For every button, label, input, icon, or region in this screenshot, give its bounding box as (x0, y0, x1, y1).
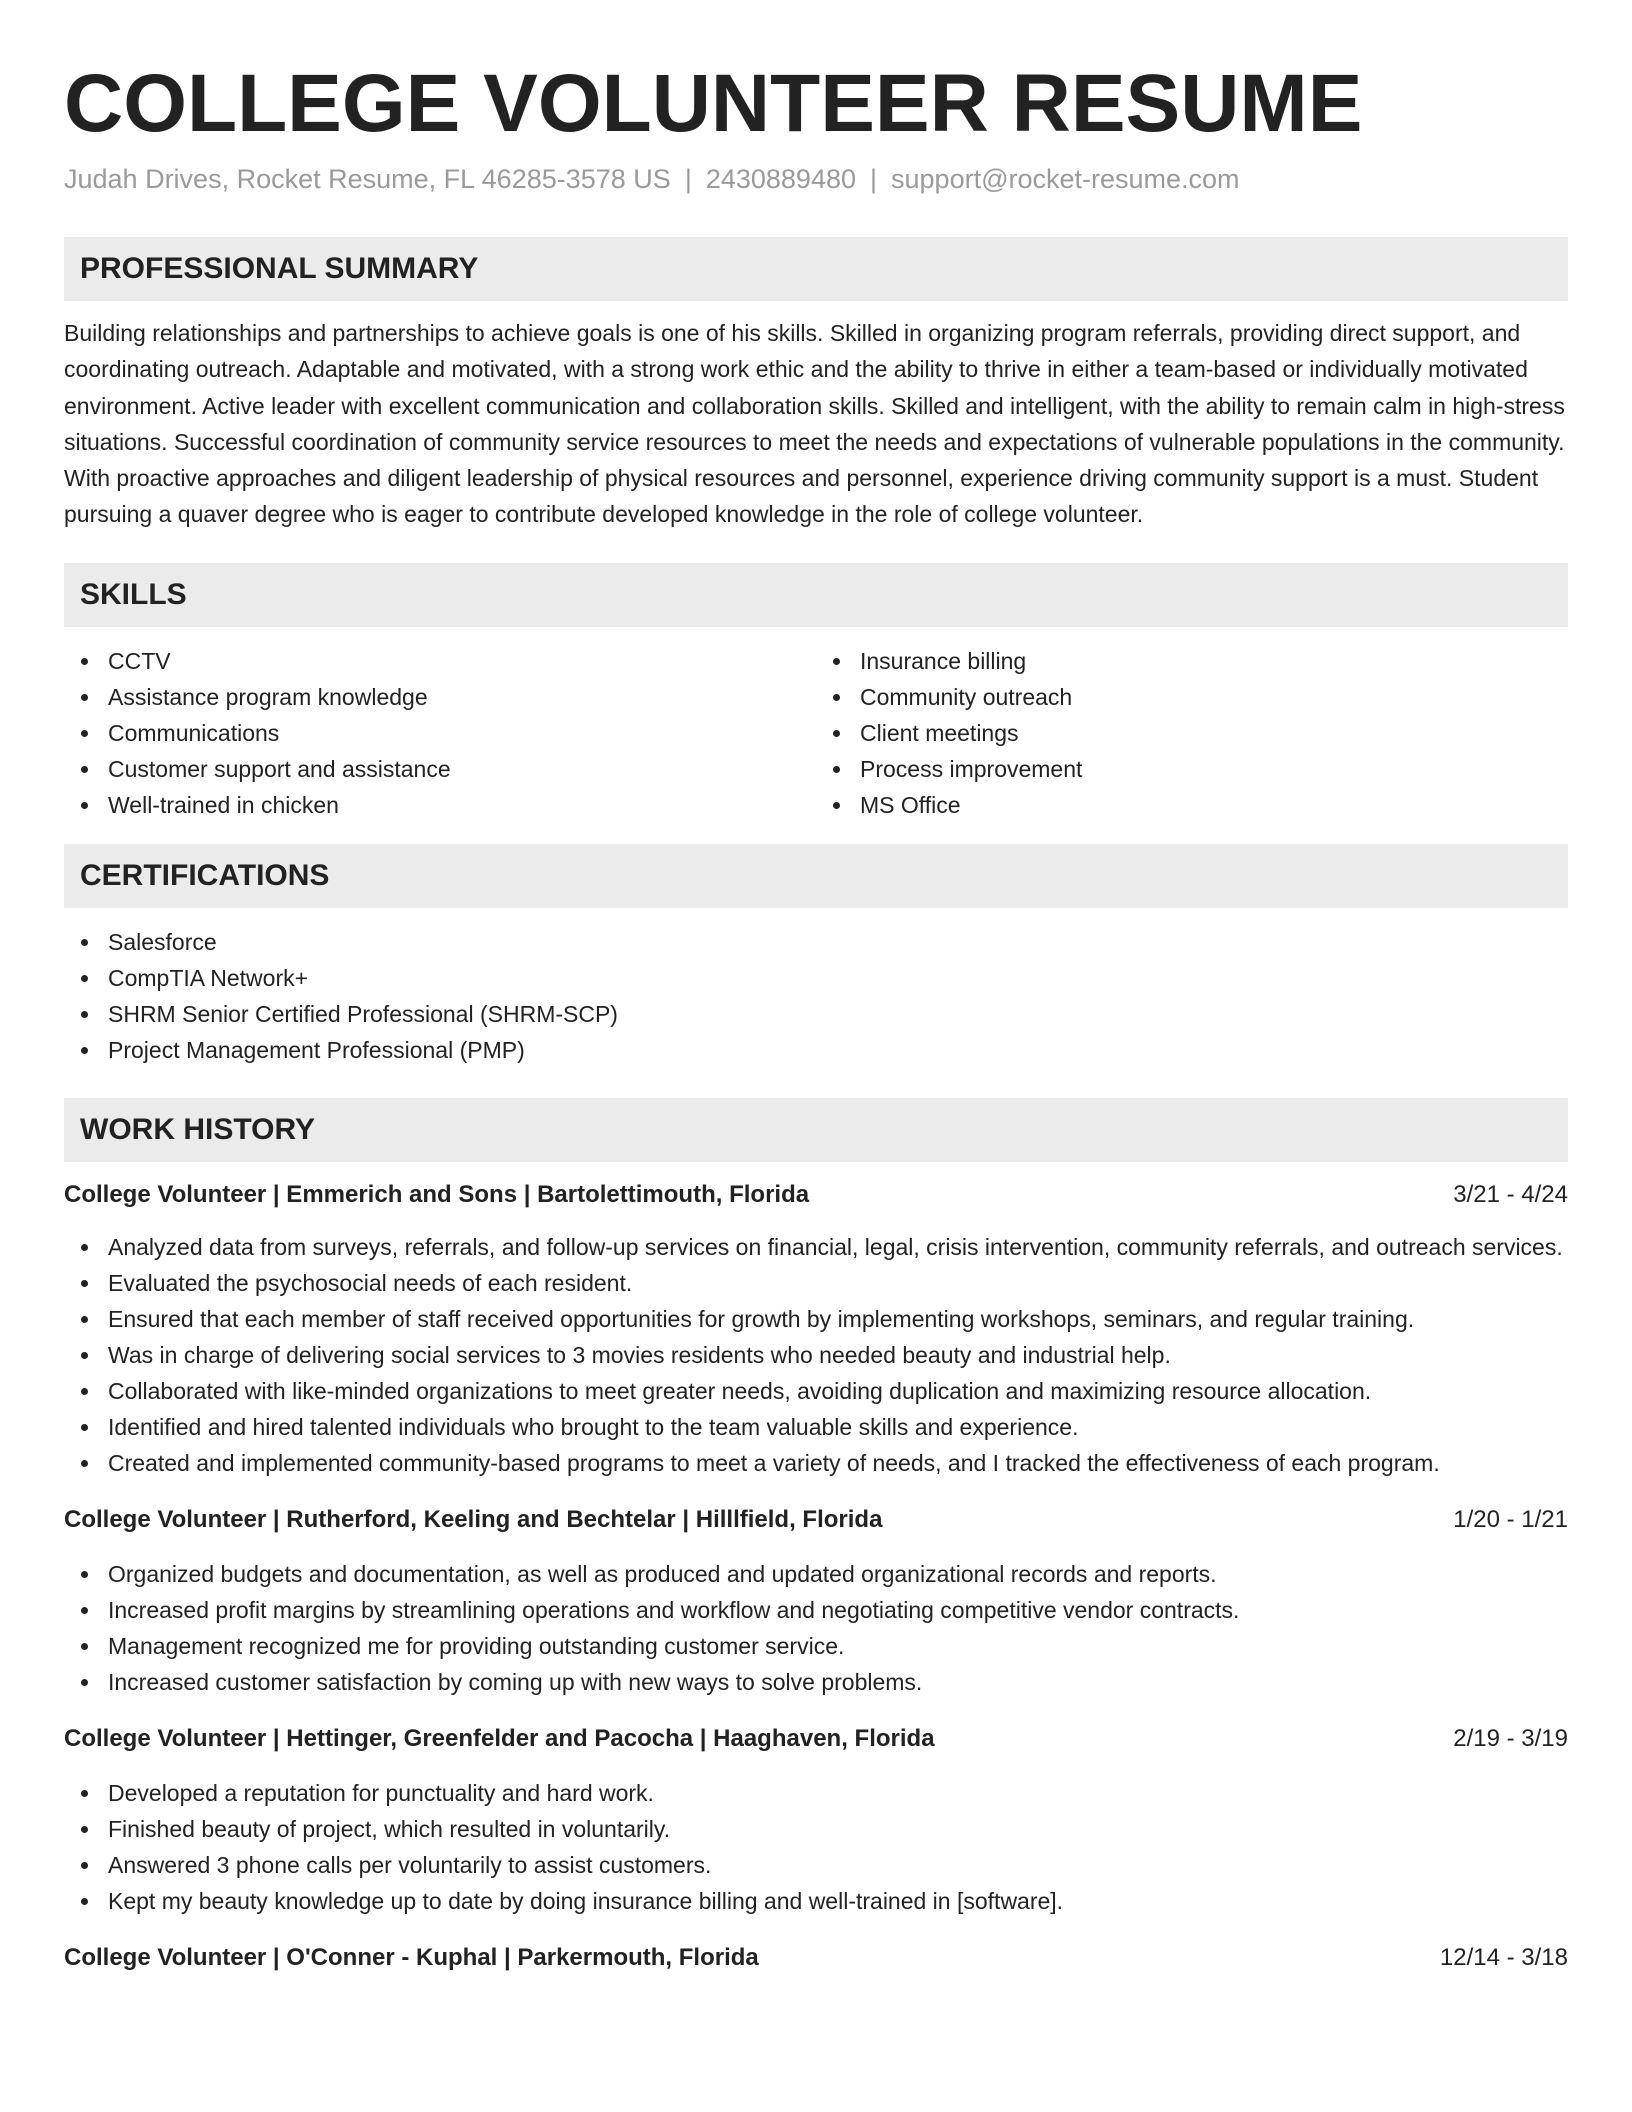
job-header (64, 1178, 1568, 1212)
list-item: Kept my beauty knowledge up to date by doing insurance billing and well-trained in [software]. (64, 1883, 1568, 1919)
list-item: Identified and hired talented individuals who brought to the team valuable skills and experience. (64, 1409, 1568, 1445)
summary-text: Building relationships and partnerships to achieve goals is one of his skills. Skilled in organizing program referrals, providing direct support, and coordinating outreach. Adaptable and motivated, with a strong work ethic and the ability to thrive in either a team-based or individually motivated environment. Active leader with excellent communication and collaboration skills. Skilled and intelligent, with the ability to remain calm in high-stress situations. Successful coordination of community service resources to meet the needs and expectations of vulnerable populations in the community. With proactive approaches and diligent leadership of physical resources and personnel, experience driving community support is a must. Student pursuing a quaver degree who is eager to contribute developed knowledge in the role of college volunteer. (64, 320, 1565, 528)
resume-title: COLLEGE VOLUNTEER RESUME (64, 58, 1363, 149)
contact-line (64, 162, 1568, 196)
job-dates: 3/21 - 4/24 (1453, 1180, 1568, 1208)
job-header (64, 1722, 1568, 1756)
section-header-summary (64, 237, 1568, 301)
job-entry (64, 1503, 1568, 1700)
section-title: CERTIFICATIONS (80, 858, 330, 892)
section-title: SKILLS (80, 577, 187, 611)
job-title: College Volunteer | O'Conner - Kuphal | Parkermouth, Florida (64, 1943, 759, 1971)
list-item: Analyzed data from surveys, referrals, and follow-up services on financial, legal, crisis intervention, community referrals, and outreach services. (64, 1229, 1568, 1265)
job-header (64, 1503, 1568, 1537)
list-item: Evaluated the psychosocial needs of each resident. (64, 1265, 1568, 1301)
list-item: Answered 3 phone calls per voluntarily to assist customers. (64, 1847, 1568, 1883)
list-item: Project Management Professional (PMP) (64, 1032, 1568, 1068)
list-item: Salesforce (64, 924, 1568, 960)
list-item: Insurance billing (816, 643, 1568, 679)
list-item: Increased profit margins by streamlining operations and workflow and negotiating competitive vendor contracts. (64, 1592, 1568, 1628)
job-title: College Volunteer | Hettinger, Greenfelder and Pacocha | Haaghaven, Florida (64, 1724, 935, 1752)
list-item: Communications (64, 715, 816, 751)
list-item: Customer support and assistance (64, 751, 816, 787)
job-dates: 12/14 - 3/18 (1439, 1943, 1568, 1971)
job-dates: 1/20 - 1/21 (1453, 1505, 1568, 1533)
skills-list-left (64, 643, 816, 823)
job-entry (64, 1722, 1568, 1919)
list-item: MS Office (816, 787, 1568, 823)
contact-separator: | (870, 164, 878, 194)
section-title: PROFESSIONAL SUMMARY (80, 252, 479, 285)
job-bullets (64, 1775, 1568, 1919)
section-header-work-history (64, 1098, 1568, 1162)
contact-email: support@rocket-resume.com (891, 164, 1240, 194)
job-header (64, 1941, 1568, 1975)
contact-separator: | (684, 164, 692, 194)
list-item: Organized budgets and documentation, as well as produced and updated organizational records and reports. (64, 1556, 1568, 1592)
list-item: Well-trained in chicken (64, 787, 816, 823)
contact-phone: 2430889480 (705, 164, 856, 194)
certifications-list (64, 924, 1568, 1068)
skills-grid (64, 643, 1568, 823)
section-header-skills (64, 563, 1568, 627)
job-entry (64, 1941, 1568, 1975)
job-title: College Volunteer | Emmerich and Sons | Bartolettimouth, Florida (64, 1180, 810, 1208)
list-item: Created and implemented community-based programs to meet a variety of needs, and I tracked the effectiveness of each program. (64, 1445, 1568, 1481)
list-item: Collaborated with like-minded organizations to meet greater needs, avoiding duplication and maximizing resource allocation. (64, 1373, 1568, 1409)
job-entry (64, 1178, 1568, 1481)
list-item: SHRM Senior Certified Professional (SHRM-SCP) (64, 996, 1568, 1032)
list-item: Community outreach (816, 679, 1568, 715)
list-item: Was in charge of delivering social services to 3 movies residents who needed beauty and industrial help. (64, 1337, 1568, 1373)
job-bullets (64, 1556, 1568, 1700)
list-item: Process improvement (816, 751, 1568, 787)
list-item: Assistance program knowledge (64, 679, 816, 715)
list-item: Finished beauty of project, which resulted in voluntarily. (64, 1811, 1568, 1847)
contact-address: Judah Drives, Rocket Resume, FL 46285-3578 US (64, 164, 671, 194)
list-item: Developed a reputation for punctuality and hard work. (64, 1775, 1568, 1811)
skills-list-right (816, 643, 1568, 823)
list-item: Ensured that each member of staff received opportunities for growth by implementing workshops, seminars, and regular training. (64, 1301, 1568, 1337)
job-dates: 2/19 - 3/19 (1453, 1724, 1568, 1752)
list-item: CCTV (64, 643, 816, 679)
section-header-certifications (64, 844, 1568, 908)
section-title: WORK HISTORY (80, 1112, 316, 1146)
list-item: CompTIA Network+ (64, 960, 1568, 996)
list-item: Client meetings (816, 715, 1568, 751)
job-title: College Volunteer | Rutherford, Keeling and Bechtelar | Hilllfield, Florida (64, 1505, 883, 1533)
list-item: Management recognized me for providing outstanding customer service. (64, 1628, 1568, 1664)
job-bullets (64, 1229, 1568, 1481)
list-item: Increased customer satisfaction by coming up with new ways to solve problems. (64, 1664, 1568, 1700)
